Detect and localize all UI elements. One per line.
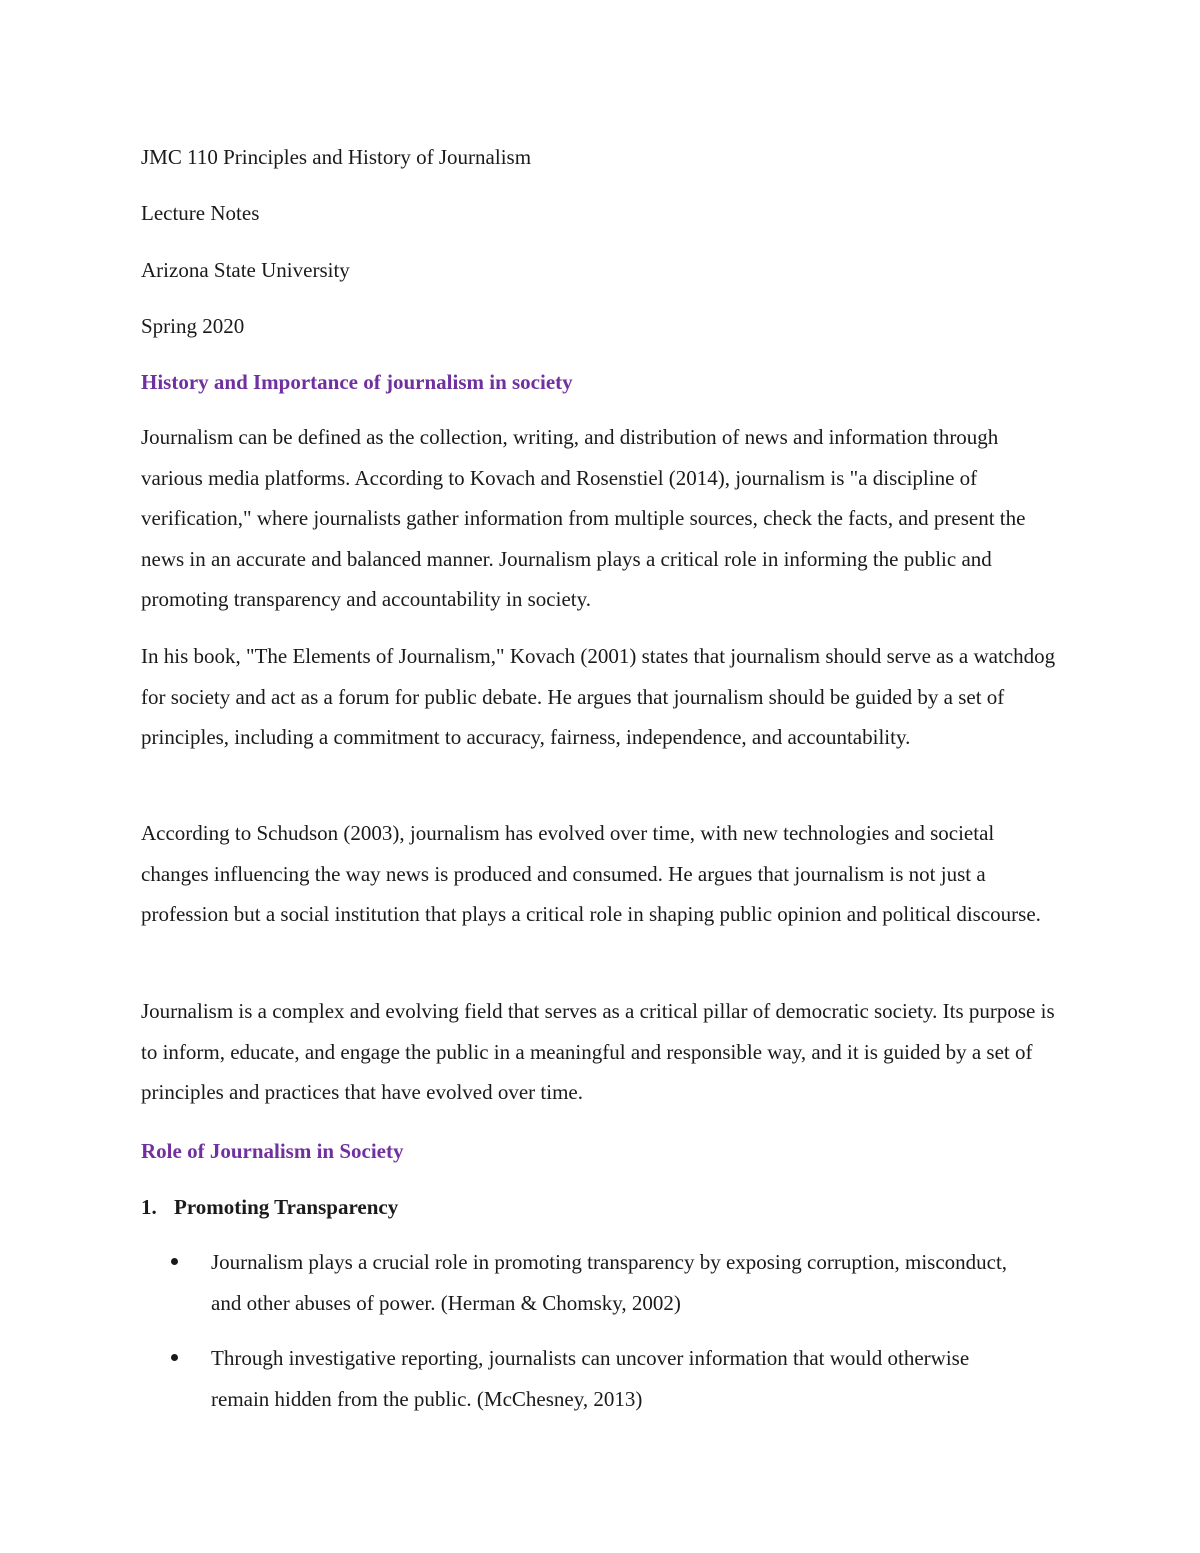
document-type: Lecture Notes (141, 201, 260, 225)
bullet-dot-icon (171, 1354, 178, 1361)
paragraph-definition: Journalism can be defined as the collection, writing, and distribution of news and information through various media platforms. According to Kovach and Rosenstiel (2014), journalism is "a discipline of verification," where journalists gather information from multiple sources, check the facts, and present the news in an accurate and balanced manner. Journalism plays a critical role in informing the public and promoting transparency and accountability in society. (141, 425, 1026, 611)
bullet-item (171, 1242, 1031, 1323)
list-item-title: Promoting Transparency (174, 1195, 399, 1219)
numbered-item-transparency (141, 1193, 398, 1221)
paragraph-kovach: In his book, "The Elements of Journalism," Kovach (2001) states that journalism should serve as a watchdog for society and act as a forum for public debate. He argues that journalism should be guided by a set of principles, including a commitment to accuracy, fairness, independence, and accountability. (141, 644, 1056, 749)
institution-name: Arizona State University (141, 258, 350, 282)
paragraph-summary: Journalism is a complex and evolving field that serves as a critical pillar of democratic society. Its purpose is to inform, educate, and engage the public in a meaningful and responsible way, and it is guided by a set of principles and practices that have evolved over time. (141, 999, 1055, 1104)
bullet-text: Through investigative reporting, journalists can uncover information that would otherwise remain hidden from the public. (McChesney, 2013) (211, 1346, 970, 1411)
section-heading-role: Role of Journalism in Society (141, 1139, 404, 1163)
course-title: JMC 110 Principles and History of Journalism (141, 145, 532, 169)
bullet-dot-icon (171, 1258, 178, 1265)
bullet-text: Journalism plays a crucial role in promoting transparency by exposing corruption, misconduct, and other abuses of power. (Herman & Chomsky, 2002) (211, 1250, 1008, 1315)
section-heading-history: History and Importance of journalism in society (141, 370, 573, 394)
list-number: 1. (141, 1195, 157, 1219)
bullet-item (171, 1338, 1031, 1419)
paragraph-schudson: According to Schudson (2003), journalism has evolved over time, with new technologies and societal changes influencing the way news is produced and consumed. He argues that journalism is not just a profession but a social institution that plays a critical role in shaping public opinion and political discourse. (141, 821, 1041, 926)
term-label: Spring 2020 (141, 314, 245, 338)
